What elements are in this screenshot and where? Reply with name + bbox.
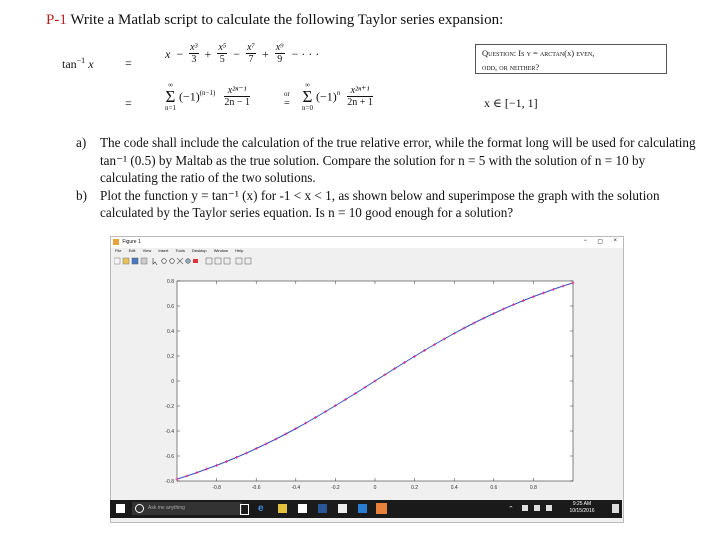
item-b	[76, 187, 696, 222]
item-b-text: Plot the function y = tan⁻¹ (x) for -1 < x < 1, as shown below and superimpose the graph with the solution calculated by the Taylor series equation. Is n = 10 good enough for a solution?	[100, 187, 660, 220]
colorbar-icon[interactable]	[215, 258, 221, 264]
problem-title	[46, 12, 503, 29]
or-label: or	[284, 90, 290, 98]
menu-help[interactable]: Help	[235, 248, 244, 253]
print-icon[interactable]	[141, 258, 147, 264]
equation-lhs: $\tan^{-1} x$	[62, 56, 94, 71]
x-tick-label: -0.2	[331, 485, 340, 491]
pan-icon[interactable]	[177, 258, 183, 264]
figure-title: Figure 1	[122, 239, 141, 245]
item-a	[76, 134, 696, 187]
menu-tools[interactable]: Tools	[175, 248, 185, 253]
save-icon[interactable]	[132, 258, 138, 264]
battery-icon[interactable]	[546, 505, 552, 511]
x-tick-label: 0.6	[490, 485, 498, 491]
word-icon[interactable]	[318, 504, 327, 513]
tray-chevron-icon[interactable]: ⌃	[508, 505, 514, 513]
y-tick-label: 0	[171, 379, 174, 385]
y-tick-label: -0.6	[165, 454, 174, 460]
legend-icon[interactable]	[224, 258, 230, 264]
menu-window[interactable]: Window	[213, 248, 228, 253]
equals-sign-3: =	[284, 98, 290, 109]
store-icon[interactable]	[298, 504, 307, 513]
task-view-icon[interactable]	[240, 504, 249, 515]
link-icon[interactable]	[206, 258, 212, 264]
series-expansion: x − $\frac{\text{x³}}{3}$ + $\frac{\text{x⁵}}{5}$ − $\frac{\text{x⁷}}{7}$ + $\frac{\text{x⁹}}{9}$ − · · ·	[165, 42, 320, 65]
equals-sign-1: =	[125, 56, 132, 70]
outlook-icon[interactable]	[358, 504, 367, 513]
figure-toolbar	[111, 256, 623, 266]
y-tick-label: 0.8	[167, 279, 174, 285]
pointer-icon[interactable]	[153, 258, 157, 265]
question-items	[76, 134, 696, 222]
network-icon[interactable]	[522, 505, 528, 511]
volume-icon[interactable]	[534, 505, 540, 511]
y-tick-label: 0.4	[167, 329, 174, 335]
edge-icon[interactable]: e	[258, 503, 264, 514]
clock-time: 9:25 AM	[572, 501, 592, 507]
plot-canvas	[111, 267, 621, 517]
y-tick-label: 0.6	[167, 304, 174, 310]
minimize-button[interactable]: −	[583, 238, 587, 244]
new-figure-icon[interactable]	[114, 258, 120, 264]
x-tick-label: 0.2	[411, 485, 419, 491]
x-tick-label: 0.4	[450, 485, 458, 491]
matlab-taskbar-icon[interactable]	[376, 503, 387, 514]
show-tools-icon[interactable]	[245, 258, 251, 264]
menu-file[interactable]: File	[115, 248, 122, 253]
x-tick-label: 0.8	[529, 485, 537, 491]
y-tick-label: -0.2	[165, 404, 174, 410]
problem-number: P-1	[46, 12, 67, 28]
sum-form-2: ∞ Σ n=0 $(-1)^n$ $\frac{\text{x²ⁿ⁺¹}}{2n + 1}$	[302, 81, 373, 112]
menu-view[interactable]: View	[142, 248, 152, 253]
file-explorer-icon[interactable]	[278, 504, 287, 513]
start-button-icon[interactable]	[116, 504, 125, 513]
x-tick-label: -0.8	[212, 485, 221, 491]
menu-desktop[interactable]: Desktop	[191, 248, 207, 253]
x-tick-label: -0.4	[291, 485, 301, 491]
y-tick-label: -0.8	[165, 479, 174, 485]
item-b-label: b)	[76, 187, 87, 203]
open-icon[interactable]	[123, 258, 129, 264]
item-a-text: The code shall include the calculation of the true relative error, while the format long will be used for calculating tan⁻¹ (0.5) by Maltab as the true solution. Compare the solution for n = 5 with the solution of n = 10 by calculating the ratio of the two solutions.	[100, 135, 696, 185]
x-tick-label: 0	[373, 485, 377, 491]
figure-titlebar	[111, 237, 623, 248]
zoom-out-icon[interactable]	[170, 259, 175, 264]
rotate-icon[interactable]	[186, 259, 191, 264]
search-placeholder: Ask me anything	[148, 505, 185, 511]
matlab-logo-icon	[113, 239, 119, 245]
zoom-in-icon[interactable]	[162, 259, 167, 264]
problem-title-text: Write a Matlab script to calculate the following Taylor series expansion:	[70, 12, 504, 28]
matlab-figure-window	[110, 236, 624, 523]
menu-edit[interactable]: Edit	[128, 248, 136, 253]
question-line-2: odd, or neither?	[482, 62, 540, 72]
cortana-search-box[interactable]	[132, 502, 242, 515]
toolbar-icons	[114, 257, 274, 267]
question-box	[475, 44, 667, 74]
app-icon[interactable]	[338, 504, 347, 513]
clock-date: 10/15/2016	[569, 508, 595, 514]
figure-menubar	[111, 248, 623, 256]
data-cursor-icon[interactable]	[193, 259, 198, 263]
notification-icon[interactable]	[612, 504, 619, 513]
taskbar-clock[interactable]	[556, 501, 608, 515]
sum-form-1: ∞ Σ n=1 $(-1)^{(n-1)}$ $\frac{\text{x²ⁿ⁻¹}}{2n - 1}$	[165, 81, 250, 112]
x-tick-label: -0.6	[251, 485, 261, 491]
menu-insert[interactable]: Insert	[158, 248, 169, 253]
item-a-label: a)	[76, 135, 87, 150]
close-button[interactable]: ×	[613, 238, 617, 244]
question-line-1: Question: Is y = arctan(x) even,	[482, 48, 595, 58]
windows-taskbar	[110, 500, 622, 518]
maximize-button[interactable]: ▢	[597, 239, 603, 245]
hide-tools-icon[interactable]	[236, 258, 242, 264]
equals-sign-2: =	[125, 96, 132, 110]
y-tick-label: 0.2	[167, 354, 174, 360]
domain-label: x ∈ [−1, 1]	[484, 96, 538, 110]
y-tick-label: -0.4	[165, 429, 174, 435]
cortana-icon	[135, 504, 144, 513]
